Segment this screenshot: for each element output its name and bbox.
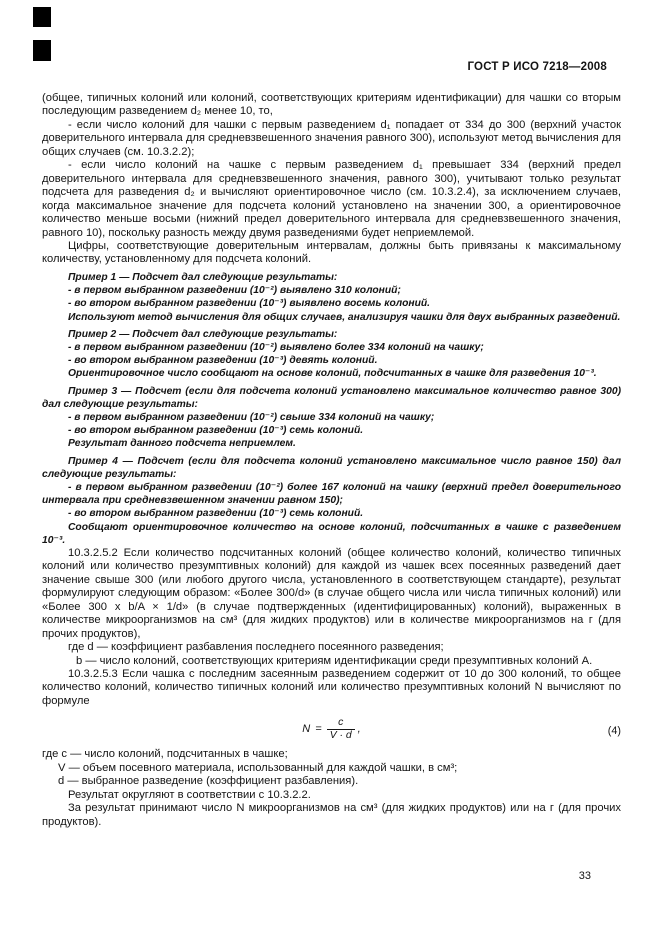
example-2-item-2: - во втором выбранном разведении (10⁻³) девять колоний. — [68, 355, 378, 367]
equation-number: (4) — [607, 725, 621, 738]
example-1-conclusion: Используют метод вычисления для общих случаев, анализируя чашки для двух выбранных разведений. — [68, 311, 621, 323]
example-3-item-1: - в первом выбранном разведении (10⁻²) свыше 334 колоний на чашку; — [68, 411, 435, 423]
example-1-item-2: - во втором выбранном разведении (10⁻³) выявлено восемь колоний. — [68, 298, 431, 310]
document-header: ГОСТ Р ИСО 7218—2008 — [467, 61, 607, 73]
fraction-denominator: V · d — [327, 729, 355, 742]
example-3-item-2: - во втором выбранном разведении (10⁻³) семь колоний. — [68, 425, 364, 437]
formula-comma: , — [357, 723, 361, 736]
where-d2-definition: d — выбранное разведение (коэффициент разбавления). — [58, 775, 359, 788]
example-2-title: Пример 2 — Подсчет дал следующие результаты: — [68, 328, 338, 340]
section-10-3-2-5-3-paragraph: 10.3.2.5.3 Если чашка с последним засеянным разведением содержит от 10 до 300 колоний, то общее количество колоний, количество типичных колоний или количество презумптивных колоний N вычисляют по формуле — [42, 668, 621, 707]
formula-4 — [42, 717, 621, 742]
where-v-definition: V — объем посевного материала, использованный для каждой чашки, в см³; — [58, 761, 458, 774]
fraction-numerator: c — [338, 717, 344, 729]
example-3 — [42, 385, 621, 451]
fraction — [327, 717, 355, 742]
registration-mark-bottom — [33, 40, 51, 61]
registration-mark-top — [33, 7, 51, 27]
equals-sign: = — [315, 723, 322, 736]
example-4 — [42, 455, 621, 547]
where-c-definition: где с — число колоний, подсчитанных в чашке; — [42, 748, 288, 761]
section-10-3-2-5-2-paragraph: 10.3.2.5.2 Если количество подсчитанных колоний (общее количество колоний, количество типичных колоний или количество презумптивных колоний) для каждой из чашек всех посеянных разведений дает значение свыше 300 (или любого другого числа, установленного в соответствующем стандарте), результат формулируют следующим образом: «Более 300/d» (в случае общего числа или числа типичных колоний) или «Более 300 х b/A × 1/d» (в случае подтвержденных (идентифицированных) колоний), выраженных в количестве микроорганизмов на см³ (для жидких продуктов) или в количестве микроорганизмов на г (для прочих продуктов), — [42, 546, 621, 640]
example-3-title: Пример 3 — Подсчет (если для подсчета колоний установлено максимальное количество равное 300) дал следующие результаты: — [42, 385, 621, 410]
example-1-item-1: - в первом выбранном разведении (10⁻²) выявлено 310 колоний; — [68, 285, 401, 297]
intro-paragraph: (общее, типичных колоний или колоний, соответствующих критериям идентификации) для чашки со вторым последующим разведением d₂ менее 10, то, — [42, 92, 621, 118]
example-4-title: Пример 4 — Подсчет (если для подсчета колоний установлено максимальное число равное 150) дал следующие результаты: — [42, 455, 621, 480]
example-1 — [42, 271, 621, 324]
example-2 — [42, 328, 621, 381]
document-body — [42, 92, 621, 829]
example-2-conclusion: Ориентировочное число сообщают на основе колоний, подсчитанных в чашке для разведения 10⁻³. — [68, 368, 597, 380]
rounding-paragraph: Результат округляют в соответствии с 10.3.2.2. — [68, 788, 311, 801]
example-1-title: Пример 1 — Подсчет дал следующие результаты: — [68, 271, 338, 283]
example-4-item-1: - в первом выбранном разведении (10⁻²) более 167 колоний на чашку (верхний предел доверительного интервала при средневзвешенном значении равном 150); — [42, 481, 621, 507]
where-d-definition: где d — коэффициент разбавления последнего посеянного разведения; — [68, 641, 444, 654]
result-paragraph: За результат принимают число N микроорганизмов на см³ (для жидких продуктов) или на г (для прочих продуктов). — [42, 802, 621, 828]
example-4-item-2: - во втором выбранном разведении (10⁻³) семь колоний. — [68, 508, 364, 520]
where-b-definition: b — число колоний, соответствующих критериям идентификации среди презумптивных колоний А. — [76, 654, 593, 667]
example-4-conclusion: Сообщают ориентировочное количество на основе колоний, подсчитанных в чашке с разведением 10⁻³. — [42, 521, 621, 546]
example-3-conclusion: Результат данного подсчета неприемлем. — [68, 438, 296, 450]
bullet-point-1: - если число колоний для чашки с первым разведением d₁ попадает от 334 до 300 (верхний участок доверительного интервала для средневзвешенного значения равного 300), используют метод вычисления для общих случаев (см. 10.3.2.2); — [42, 118, 621, 158]
formula-lhs: N — [302, 723, 311, 736]
bullet-point-2: - если число колоний на чашке с первым разведением d₁ превышает 334 (верхний предел доверительного интервала для средневзвешенного значения, равного 300), учитывают только результат подсчета для разведения d₂ и вычисляют ориентировочное число (см. 10.3.2.4), за исключением случаев, когда максимальное значение для подсчета колоний установлено на значении 300, а ориентировочное количество меньше восьми (нижний предел доверительного интервала для средневзвешенного значения, равного 10), поскольку разность между двумя разведениями будет неприемлемой. — [42, 159, 621, 239]
example-2-item-1: - в первом выбранном разведении (10⁻²) выявлено более 334 колоний на чашку; — [68, 341, 484, 353]
digits-note-paragraph: Цифры, соответствующие доверительным интервалам, должны быть привязаны к максимальному количеству, установленному для подсчета колоний. — [42, 239, 621, 266]
page-number: 33 — [578, 870, 591, 882]
